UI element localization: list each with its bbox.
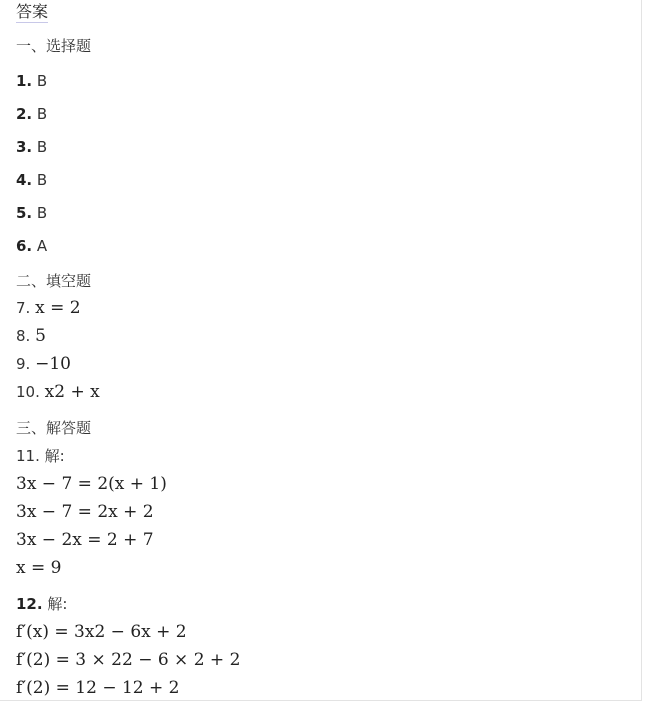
solution-step: 3x − 7 = 2x + 2 bbox=[16, 502, 154, 522]
section-heading-choice: 一、选择题 bbox=[16, 37, 92, 55]
answer-item-2 bbox=[16, 104, 47, 124]
question-number: 1. bbox=[16, 72, 33, 90]
solution-step: f′(x) = 3x2 − 6x + 2 bbox=[16, 622, 187, 642]
question-number: 4. bbox=[16, 171, 33, 189]
solution-step: 3x − 2x = 2 + 7 bbox=[16, 530, 154, 550]
question-number: 3. bbox=[16, 138, 33, 156]
answer-value: 5 bbox=[35, 326, 46, 346]
section-heading-fill: 二、填空题 bbox=[16, 272, 92, 290]
answer-item-8 bbox=[16, 326, 46, 346]
answer-item-1 bbox=[16, 71, 47, 91]
answer-item-9 bbox=[16, 354, 71, 374]
page-title: 答案 bbox=[16, 2, 49, 21]
answer-item-10 bbox=[16, 382, 100, 402]
question-number: 7. bbox=[16, 299, 31, 317]
answer-item-7 bbox=[16, 298, 81, 318]
solution-step: f′(2) = 3 × 22 − 6 × 2 + 2 bbox=[16, 650, 241, 670]
question-11-label: 11. 解: bbox=[16, 447, 65, 465]
question-number: 6. bbox=[16, 237, 33, 255]
answer-value: x = 2 bbox=[35, 298, 81, 318]
question-12-label bbox=[16, 594, 67, 614]
answer-value: x2 + x bbox=[44, 382, 100, 402]
answer-value: A bbox=[36, 237, 48, 255]
section-heading-solve: 三、解答题 bbox=[16, 419, 92, 437]
answer-item-4 bbox=[16, 170, 47, 190]
question-number: 8. bbox=[16, 327, 31, 345]
question-number: 9. bbox=[16, 355, 31, 373]
question-number: 12. bbox=[16, 595, 43, 613]
question-number: 10. bbox=[16, 383, 40, 401]
answer-value: B bbox=[36, 72, 48, 90]
answer-value: B bbox=[36, 204, 48, 222]
question-number: 2. bbox=[16, 105, 33, 123]
answer-value: B bbox=[36, 138, 48, 156]
answer-item-6 bbox=[16, 236, 47, 256]
answer-value: B bbox=[36, 171, 48, 189]
answer-item-3 bbox=[16, 137, 47, 157]
answer-value: B bbox=[36, 105, 48, 123]
solution-step: x = 9 bbox=[16, 558, 62, 578]
answer-value: −10 bbox=[35, 354, 71, 374]
solution-step: f′(2) = 12 − 12 + 2 bbox=[16, 678, 180, 698]
solution-label: 解: bbox=[47, 595, 68, 613]
question-number: 5. bbox=[16, 204, 33, 222]
solution-step: 3x − 7 = 2(x + 1) bbox=[16, 474, 167, 494]
answer-item-5 bbox=[16, 203, 47, 223]
